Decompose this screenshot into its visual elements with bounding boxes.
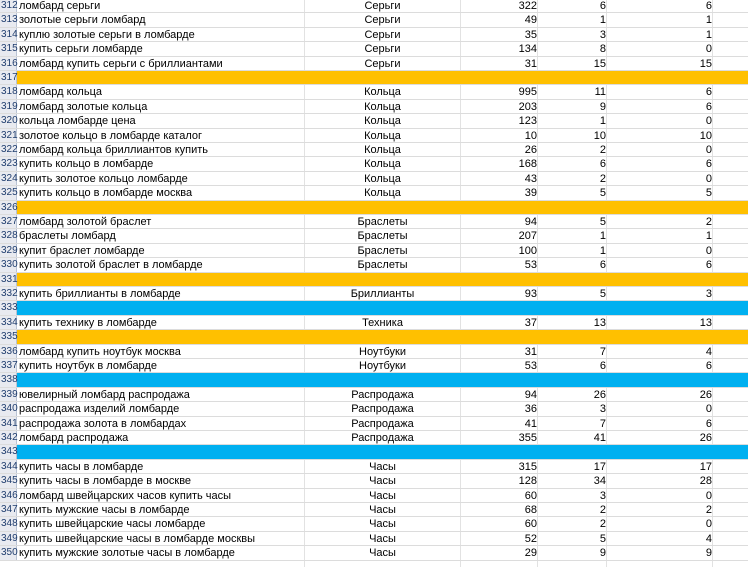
value-cell[interactable]: 5 bbox=[705, 187, 712, 200]
frequency-cell[interactable]: 53 bbox=[524, 360, 537, 372]
table-row[interactable] bbox=[0, 460, 748, 474]
frequency-cell[interactable]: 100 bbox=[518, 244, 537, 257]
category-cell[interactable]: Серьги bbox=[364, 57, 401, 70]
table-row[interactable] bbox=[0, 402, 748, 416]
keyword-cell[interactable]: ломбард кольца bbox=[19, 86, 102, 99]
value-cell[interactable]: 0 bbox=[705, 144, 712, 156]
value-cell[interactable]: 0 bbox=[705, 172, 712, 185]
value-cell[interactable]: 0 bbox=[705, 403, 712, 416]
category-cell[interactable]: Браслеты bbox=[357, 259, 408, 272]
category-cell[interactable]: Часы bbox=[369, 504, 396, 516]
frequency-cell[interactable]: 31 bbox=[524, 345, 537, 358]
frequency-cell[interactable]: 134 bbox=[518, 43, 537, 56]
frequency-cell[interactable]: 93 bbox=[524, 288, 537, 300]
value-cell[interactable]: 26 bbox=[593, 388, 606, 401]
value-cell[interactable]: 13 bbox=[593, 316, 606, 329]
frequency-cell[interactable]: 995 bbox=[518, 86, 537, 99]
keyword-cell[interactable]: ломбард распродажа bbox=[19, 432, 129, 444]
value-cell[interactable]: 6 bbox=[705, 100, 712, 113]
value-cell[interactable]: 6 bbox=[705, 417, 712, 430]
keyword-cell[interactable]: золотые серьги ломбард bbox=[19, 14, 146, 27]
row-number[interactable]: 312 bbox=[1, 0, 18, 11]
row-number[interactable]: 349 bbox=[1, 532, 18, 544]
row-number[interactable]: 330 bbox=[1, 259, 18, 271]
value-cell[interactable]: 0 bbox=[705, 244, 712, 257]
frequency-cell[interactable]: 68 bbox=[524, 504, 537, 516]
row-number[interactable]: 328 bbox=[1, 230, 18, 242]
keyword-cell[interactable]: купить технику в ломбарде bbox=[19, 316, 157, 329]
row-number[interactable]: 343 bbox=[1, 446, 18, 458]
table-row[interactable] bbox=[0, 229, 748, 243]
value-cell[interactable]: 17 bbox=[699, 460, 712, 473]
value-cell[interactable]: 6 bbox=[599, 360, 606, 372]
value-cell[interactable]: 4 bbox=[705, 532, 712, 545]
value-cell[interactable]: 17 bbox=[593, 460, 606, 473]
value-cell[interactable]: 0 bbox=[705, 489, 712, 502]
row-number[interactable]: 326 bbox=[1, 201, 18, 213]
row-number[interactable]: 324 bbox=[1, 172, 18, 184]
value-cell[interactable]: 0 bbox=[705, 43, 712, 56]
category-cell[interactable]: Часы bbox=[369, 460, 396, 473]
row-number[interactable]: 320 bbox=[1, 115, 18, 127]
frequency-cell[interactable]: 39 bbox=[524, 187, 537, 200]
separator-row[interactable] bbox=[0, 301, 748, 315]
value-cell[interactable]: 4 bbox=[705, 345, 712, 358]
row-number[interactable]: 325 bbox=[1, 187, 18, 199]
value-cell[interactable]: 9 bbox=[599, 100, 606, 113]
value-cell[interactable]: 5 bbox=[599, 187, 606, 200]
table-row[interactable] bbox=[0, 42, 748, 56]
category-cell[interactable]: Кольца bbox=[364, 129, 401, 142]
value-cell[interactable]: 6 bbox=[705, 158, 712, 171]
table-row[interactable] bbox=[0, 517, 748, 531]
value-cell[interactable]: 34 bbox=[593, 475, 606, 488]
value-cell[interactable]: 1 bbox=[599, 14, 606, 27]
value-cell[interactable]: 2 bbox=[599, 172, 606, 185]
table-row[interactable] bbox=[0, 172, 748, 186]
frequency-cell[interactable]: 52 bbox=[524, 532, 537, 545]
value-cell[interactable]: 0 bbox=[705, 115, 712, 128]
keyword-cell[interactable]: купить кольцо в ломбарде москва bbox=[19, 187, 193, 200]
keyword-cell[interactable]: купить серьги ломбарде bbox=[19, 43, 143, 56]
keyword-cell[interactable]: куплю золотые серьги в ломбарде bbox=[19, 28, 195, 41]
row-number[interactable]: 316 bbox=[1, 57, 18, 69]
row-number[interactable]: 322 bbox=[1, 144, 18, 155]
frequency-cell[interactable]: 10 bbox=[524, 129, 537, 142]
value-cell[interactable]: 5 bbox=[599, 216, 606, 228]
keyword-cell[interactable]: ювелирный ломбард распродажа bbox=[19, 388, 190, 401]
row-number[interactable]: 346 bbox=[1, 489, 18, 501]
category-cell[interactable]: Часы bbox=[369, 489, 396, 502]
table-row[interactable] bbox=[0, 186, 748, 200]
separator-row[interactable] bbox=[0, 273, 748, 287]
table-row[interactable] bbox=[0, 345, 748, 359]
frequency-cell[interactable]: 315 bbox=[518, 460, 537, 473]
keyword-cell[interactable]: купить золотой браслет в ломбарде bbox=[19, 259, 203, 272]
row-number[interactable]: 334 bbox=[1, 316, 18, 328]
category-cell[interactable]: Серьги bbox=[364, 0, 401, 12]
row-number[interactable]: 350 bbox=[1, 547, 18, 559]
value-cell[interactable]: 6 bbox=[599, 158, 606, 171]
keyword-cell[interactable]: золотое кольцо в ломбарде каталог bbox=[19, 129, 202, 142]
keyword-cell[interactable]: купить часы в ломбарде в москве bbox=[19, 475, 192, 488]
category-cell[interactable]: Часы bbox=[369, 518, 396, 531]
value-cell[interactable]: 1 bbox=[705, 28, 712, 41]
category-cell[interactable]: Браслеты bbox=[357, 216, 408, 228]
category-cell[interactable]: Часы bbox=[369, 475, 396, 488]
row-number[interactable]: 313 bbox=[1, 14, 18, 26]
keyword-cell[interactable]: ломбард золотой браслет bbox=[19, 216, 152, 228]
keyword-cell[interactable]: браслеты ломбард bbox=[19, 230, 116, 243]
value-cell[interactable]: 6 bbox=[705, 0, 712, 12]
frequency-cell[interactable]: 128 bbox=[518, 475, 537, 488]
value-cell[interactable]: 13 bbox=[699, 316, 712, 329]
table-row[interactable] bbox=[0, 129, 748, 143]
value-cell[interactable]: 0 bbox=[705, 518, 712, 531]
category-cell[interactable]: Кольца bbox=[364, 144, 401, 156]
keyword-cell[interactable]: купить золотое кольцо ломбарде bbox=[19, 172, 188, 185]
category-cell[interactable]: Распродажа bbox=[351, 417, 414, 430]
frequency-cell[interactable]: 94 bbox=[524, 388, 537, 401]
category-cell[interactable]: Ноутбуки bbox=[359, 345, 406, 358]
table-row[interactable] bbox=[0, 532, 748, 546]
value-cell[interactable]: 9 bbox=[599, 547, 606, 560]
table-row[interactable] bbox=[0, 114, 748, 128]
row-number[interactable]: 315 bbox=[1, 43, 18, 55]
row-number[interactable]: 314 bbox=[1, 28, 18, 40]
frequency-cell[interactable]: 355 bbox=[518, 432, 537, 444]
value-cell[interactable]: 6 bbox=[705, 259, 712, 272]
value-cell[interactable]: 6 bbox=[705, 86, 712, 99]
frequency-cell[interactable]: 94 bbox=[524, 216, 537, 228]
row-number[interactable]: 341 bbox=[1, 417, 18, 429]
table-row[interactable] bbox=[0, 215, 748, 229]
row-number[interactable]: 331 bbox=[1, 273, 18, 285]
keyword-cell[interactable]: кольца ломбарде цена bbox=[19, 115, 136, 128]
category-cell[interactable]: Часы bbox=[369, 532, 396, 545]
keyword-cell[interactable]: купить кольцо в ломбарде bbox=[19, 158, 154, 171]
row-number[interactable]: 329 bbox=[1, 244, 18, 256]
table-row[interactable] bbox=[0, 503, 748, 517]
table-row[interactable] bbox=[0, 100, 748, 114]
value-cell[interactable]: 6 bbox=[599, 0, 606, 12]
value-cell[interactable]: 7 bbox=[599, 417, 606, 430]
category-cell[interactable]: Ноутбуки bbox=[359, 360, 406, 372]
row-number[interactable]: 327 bbox=[1, 216, 18, 227]
category-cell[interactable]: Часы bbox=[369, 547, 396, 560]
value-cell[interactable]: 9 bbox=[705, 547, 712, 560]
keyword-cell[interactable]: распродажа изделий ломбарде bbox=[19, 403, 180, 416]
value-cell[interactable]: 3 bbox=[599, 489, 606, 502]
table-row[interactable] bbox=[0, 258, 748, 272]
row-number[interactable]: 345 bbox=[1, 475, 18, 487]
keyword-cell[interactable]: ломбард купить ноутбук москва bbox=[19, 345, 181, 358]
value-cell[interactable]: 3 bbox=[705, 288, 712, 300]
table-row[interactable] bbox=[0, 0, 748, 13]
row-number[interactable]: 317 bbox=[1, 72, 18, 83]
table-row[interactable] bbox=[0, 85, 748, 99]
frequency-cell[interactable]: 37 bbox=[524, 316, 537, 329]
row-number[interactable]: 321 bbox=[1, 129, 18, 141]
value-cell[interactable]: 26 bbox=[699, 388, 712, 401]
row-number[interactable]: 323 bbox=[1, 158, 18, 170]
table-row[interactable] bbox=[0, 143, 748, 157]
category-cell[interactable]: Кольца bbox=[364, 115, 401, 128]
frequency-cell[interactable]: 36 bbox=[524, 403, 537, 416]
category-cell[interactable]: Серьги bbox=[364, 28, 401, 41]
value-cell[interactable]: 1 bbox=[705, 14, 712, 27]
frequency-cell[interactable]: 41 bbox=[524, 417, 537, 430]
frequency-cell[interactable]: 203 bbox=[518, 100, 537, 113]
frequency-cell[interactable]: 29 bbox=[524, 547, 537, 560]
value-cell[interactable]: 2 bbox=[705, 216, 712, 228]
row-number[interactable]: 332 bbox=[1, 288, 18, 299]
frequency-cell[interactable]: 123 bbox=[518, 115, 537, 128]
category-cell[interactable]: Кольца bbox=[364, 158, 401, 171]
keyword-cell[interactable]: купить мужские золотые часы в ломбарде bbox=[19, 547, 235, 560]
frequency-cell[interactable]: 26 bbox=[524, 144, 537, 156]
frequency-cell[interactable]: 168 bbox=[518, 158, 537, 171]
frequency-cell[interactable]: 60 bbox=[524, 518, 537, 531]
category-cell[interactable]: Распродажа bbox=[351, 388, 414, 401]
table-row[interactable] bbox=[0, 546, 748, 560]
separator-row[interactable] bbox=[0, 445, 748, 459]
keyword-cell[interactable]: купить мужские часы в ломбарде bbox=[19, 504, 190, 516]
row-number[interactable]: 347 bbox=[1, 504, 18, 515]
table-row[interactable] bbox=[0, 57, 748, 71]
table-row[interactable] bbox=[0, 417, 748, 431]
keyword-cell[interactable]: ломбард кольца бриллиантов купить bbox=[19, 144, 209, 156]
value-cell[interactable]: 6 bbox=[705, 360, 712, 372]
value-cell[interactable]: 1 bbox=[599, 244, 606, 257]
table-row[interactable] bbox=[0, 388, 748, 402]
keyword-cell[interactable]: ломбард серьги bbox=[19, 0, 101, 12]
value-cell[interactable]: 10 bbox=[593, 129, 606, 142]
frequency-cell[interactable]: 60 bbox=[524, 489, 537, 502]
value-cell[interactable]: 11 bbox=[594, 86, 606, 99]
value-cell[interactable]: 2 bbox=[599, 518, 606, 531]
row-number[interactable]: 342 bbox=[1, 432, 18, 443]
category-cell[interactable]: Кольца bbox=[364, 100, 401, 113]
value-cell[interactable]: 2 bbox=[599, 144, 606, 156]
keyword-cell[interactable]: купит браслет ломбарде bbox=[19, 244, 145, 257]
keyword-cell[interactable]: купить ноутбук в ломбарде bbox=[19, 360, 157, 372]
category-cell[interactable]: Техника bbox=[362, 316, 403, 329]
row-number[interactable]: 337 bbox=[1, 360, 18, 371]
category-cell[interactable]: Кольца bbox=[364, 172, 401, 185]
value-cell[interactable]: 2 bbox=[599, 504, 606, 516]
value-cell[interactable]: 15 bbox=[593, 57, 606, 70]
keyword-cell[interactable]: купить часы в ломбарде bbox=[19, 460, 144, 473]
table-row[interactable] bbox=[0, 13, 748, 27]
value-cell[interactable]: 2 bbox=[705, 504, 712, 516]
value-cell[interactable]: 5 bbox=[599, 288, 606, 300]
frequency-cell[interactable]: 322 bbox=[518, 0, 537, 12]
value-cell[interactable]: 7 bbox=[599, 345, 606, 358]
table-row[interactable] bbox=[0, 489, 748, 503]
frequency-cell[interactable]: 35 bbox=[524, 28, 537, 41]
row-number[interactable]: 335 bbox=[1, 331, 18, 343]
row-number[interactable]: 338 bbox=[1, 374, 18, 386]
frequency-cell[interactable]: 207 bbox=[518, 230, 537, 243]
category-cell[interactable]: Кольца bbox=[364, 187, 401, 200]
category-cell[interactable]: Распродажа bbox=[351, 432, 414, 444]
value-cell[interactable]: 3 bbox=[599, 28, 606, 41]
category-cell[interactable]: Серьги bbox=[364, 43, 401, 56]
row-number[interactable]: 339 bbox=[1, 388, 18, 400]
separator-row[interactable] bbox=[0, 373, 748, 387]
table-row[interactable] bbox=[0, 244, 748, 258]
row-number[interactable]: 333 bbox=[1, 302, 18, 314]
separator-row[interactable] bbox=[0, 330, 748, 344]
keyword-cell[interactable]: ломбард купить серьги с бриллиантами bbox=[19, 57, 223, 70]
value-cell[interactable]: 1 bbox=[599, 115, 606, 128]
table-row[interactable] bbox=[0, 316, 748, 330]
keyword-cell[interactable]: купить швейцарские часы ломбарде bbox=[19, 518, 206, 531]
value-cell[interactable]: 15 bbox=[699, 57, 712, 70]
value-cell[interactable]: 28 bbox=[699, 475, 712, 488]
keyword-cell[interactable]: купить швейцарские часы в ломбарде москвы bbox=[19, 532, 256, 545]
keyword-cell[interactable]: распродажа золота в ломбардах bbox=[19, 417, 187, 430]
keyword-cell[interactable]: купить бриллианты в ломбарде bbox=[19, 288, 181, 300]
row-number[interactable]: 318 bbox=[1, 86, 18, 98]
category-cell[interactable]: Браслеты bbox=[357, 244, 408, 257]
value-cell[interactable]: 41 bbox=[593, 432, 606, 444]
value-cell[interactable]: 6 bbox=[599, 259, 606, 272]
category-cell[interactable]: Распродажа bbox=[351, 403, 414, 416]
value-cell[interactable]: 5 bbox=[599, 532, 606, 545]
table-row[interactable] bbox=[0, 431, 748, 445]
value-cell[interactable]: 8 bbox=[599, 43, 606, 56]
row-number[interactable]: 340 bbox=[1, 403, 18, 415]
keyword-cell[interactable]: ломбард золотые кольца bbox=[19, 100, 148, 113]
table-row[interactable] bbox=[0, 157, 748, 171]
category-cell[interactable]: Бриллианты bbox=[350, 288, 415, 300]
keyword-cell[interactable]: ломбард швейцарских часов купить часы bbox=[19, 489, 232, 502]
row-number[interactable]: 344 bbox=[1, 460, 18, 472]
table-row[interactable] bbox=[0, 28, 748, 42]
value-cell[interactable]: 1 bbox=[599, 230, 606, 243]
category-cell[interactable]: Браслеты bbox=[357, 230, 408, 243]
value-cell[interactable]: 1 bbox=[705, 230, 712, 243]
separator-row[interactable] bbox=[0, 71, 748, 85]
table-row[interactable] bbox=[0, 359, 748, 373]
row-number[interactable]: 319 bbox=[1, 100, 18, 112]
value-cell[interactable]: 3 bbox=[599, 403, 606, 416]
value-cell[interactable]: 10 bbox=[699, 129, 712, 142]
frequency-cell[interactable]: 31 bbox=[524, 57, 537, 70]
table-row[interactable] bbox=[0, 474, 748, 488]
table-row[interactable] bbox=[0, 287, 748, 301]
frequency-cell[interactable]: 49 bbox=[524, 14, 537, 27]
frequency-cell[interactable]: 43 bbox=[524, 172, 537, 185]
value-cell[interactable]: 26 bbox=[699, 432, 712, 444]
frequency-cell[interactable]: 53 bbox=[524, 259, 537, 272]
separator-row[interactable] bbox=[0, 201, 748, 215]
category-cell[interactable]: Кольца bbox=[364, 86, 401, 99]
row-number[interactable]: 336 bbox=[1, 345, 18, 357]
row-number[interactable]: 348 bbox=[1, 518, 18, 530]
category-cell[interactable]: Серьги bbox=[364, 14, 401, 27]
